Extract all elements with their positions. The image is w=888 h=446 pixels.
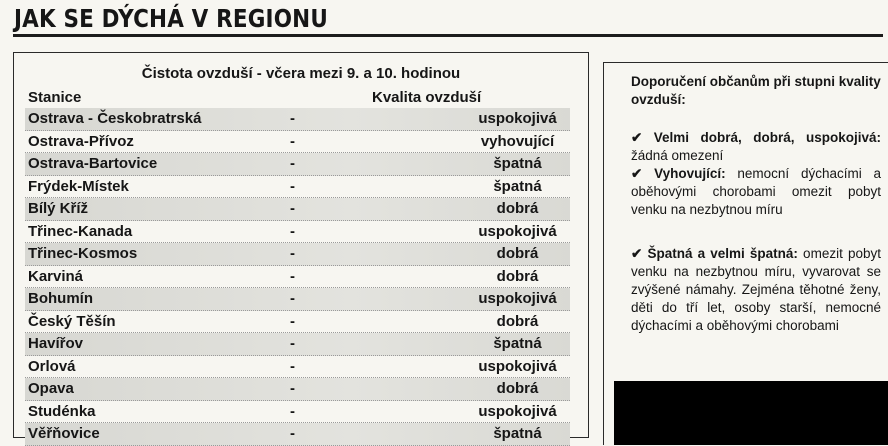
separator: -	[290, 380, 295, 397]
quality-value: dobrá	[496, 312, 539, 330]
separator: -	[290, 425, 295, 442]
station-name: Studénka	[28, 402, 96, 420]
quality-value: dobrá	[496, 200, 539, 217]
separator: -	[290, 177, 295, 195]
table-row	[25, 333, 570, 356]
column-header-quality: Kvalita ovzduší	[372, 89, 482, 106]
table-row	[25, 401, 570, 424]
table-row	[25, 131, 570, 154]
recommendation-label: ✔ Vyhovující:	[631, 166, 726, 181]
table-row	[25, 356, 570, 379]
recommendation-label: ✔ Velmi dobrá, dobrá, uspokojivá:	[631, 130, 881, 145]
station-name: Český Těšín	[28, 312, 116, 330]
quality-value: uspokojivá	[478, 402, 557, 420]
quality-value: vyhovující	[480, 132, 555, 150]
headline: JAK SE DÝCHÁ V REGIONU	[14, 4, 328, 33]
quality-value: špatná	[493, 155, 542, 172]
table-row	[25, 243, 570, 266]
separator: -	[290, 132, 295, 150]
table-row	[25, 198, 570, 221]
separator: -	[290, 245, 295, 262]
recommendation-item	[631, 245, 881, 335]
separator: -	[290, 402, 295, 420]
quality-value: uspokojivá	[478, 110, 557, 127]
quality-value: uspokojivá	[478, 290, 557, 307]
quality-value: špatná	[493, 177, 542, 195]
quality-value: uspokojivá	[478, 357, 557, 375]
station-name: Bílý Kříž	[28, 200, 89, 217]
table-row	[25, 288, 570, 311]
redaction-block	[614, 381, 888, 445]
recommendation-text: nemocní dýchacími a oběhovými chorobami omezit pobyt venku na nezbytnou míru	[631, 166, 881, 217]
recommendation-text: žádná omezení	[631, 148, 724, 163]
table-rows	[25, 108, 570, 446]
table-caption: Čistota ovzduší - včera mezi 9. a 10. hodinou	[141, 65, 461, 82]
recommendation-text: omezit pobyt venku na nezbytnou míru, vyvarovat se zvýšené námahy. Zejména těhotné ženy, děti do tří let, osoby starší, nemocné dýchacími a oběhovými chorobami	[631, 246, 881, 333]
table-row	[25, 153, 570, 176]
separator: -	[290, 290, 295, 307]
station-name: Ostrava-Přívoz	[28, 132, 134, 150]
table-row	[25, 266, 570, 289]
table-row	[25, 311, 570, 334]
quality-value: dobrá	[496, 380, 539, 397]
station-name: Ostrava-Bartovice	[28, 155, 158, 172]
station-name: Třinec-Kosmos	[28, 245, 138, 262]
quality-value: špatná	[493, 335, 542, 352]
air-quality-table	[13, 52, 589, 442]
quality-value: dobrá	[496, 245, 539, 262]
separator: -	[290, 267, 295, 285]
station-name: Třinec-Kanada	[28, 222, 133, 240]
separator: -	[290, 110, 295, 127]
station-name: Orlová	[28, 357, 76, 375]
quality-value: dobrá	[496, 267, 539, 285]
separator: -	[290, 357, 295, 375]
table-row	[25, 423, 570, 446]
station-name: Karviná	[28, 267, 84, 285]
separator: -	[290, 155, 295, 172]
separator: -	[290, 200, 295, 217]
station-name: Bohumín	[28, 290, 93, 307]
separator: -	[290, 335, 295, 352]
recommendation-item	[631, 129, 881, 165]
station-name: Ostrava - Českobratrská	[28, 110, 202, 127]
recommendation-item	[631, 165, 881, 219]
station-name: Věřňovice	[28, 425, 100, 442]
recommendations-title: Doporučení občanům při stupni kvality ovzduší:	[631, 74, 881, 107]
column-header-station: Stanice	[28, 89, 82, 106]
table-row	[25, 108, 570, 131]
quality-value: špatná	[493, 425, 542, 442]
separator: -	[290, 222, 295, 240]
recommendation-label: ✔ Špatná a velmi špatná:	[631, 246, 798, 261]
table-row	[25, 221, 570, 244]
separator: -	[290, 312, 295, 330]
quality-value: uspokojivá	[478, 222, 557, 240]
station-name: Havířov	[28, 335, 84, 352]
station-name: Frýdek-Místek	[28, 177, 129, 195]
table-row	[25, 378, 570, 401]
station-name: Opava	[28, 380, 74, 397]
table-row	[25, 176, 570, 199]
headline-rule	[13, 34, 883, 37]
